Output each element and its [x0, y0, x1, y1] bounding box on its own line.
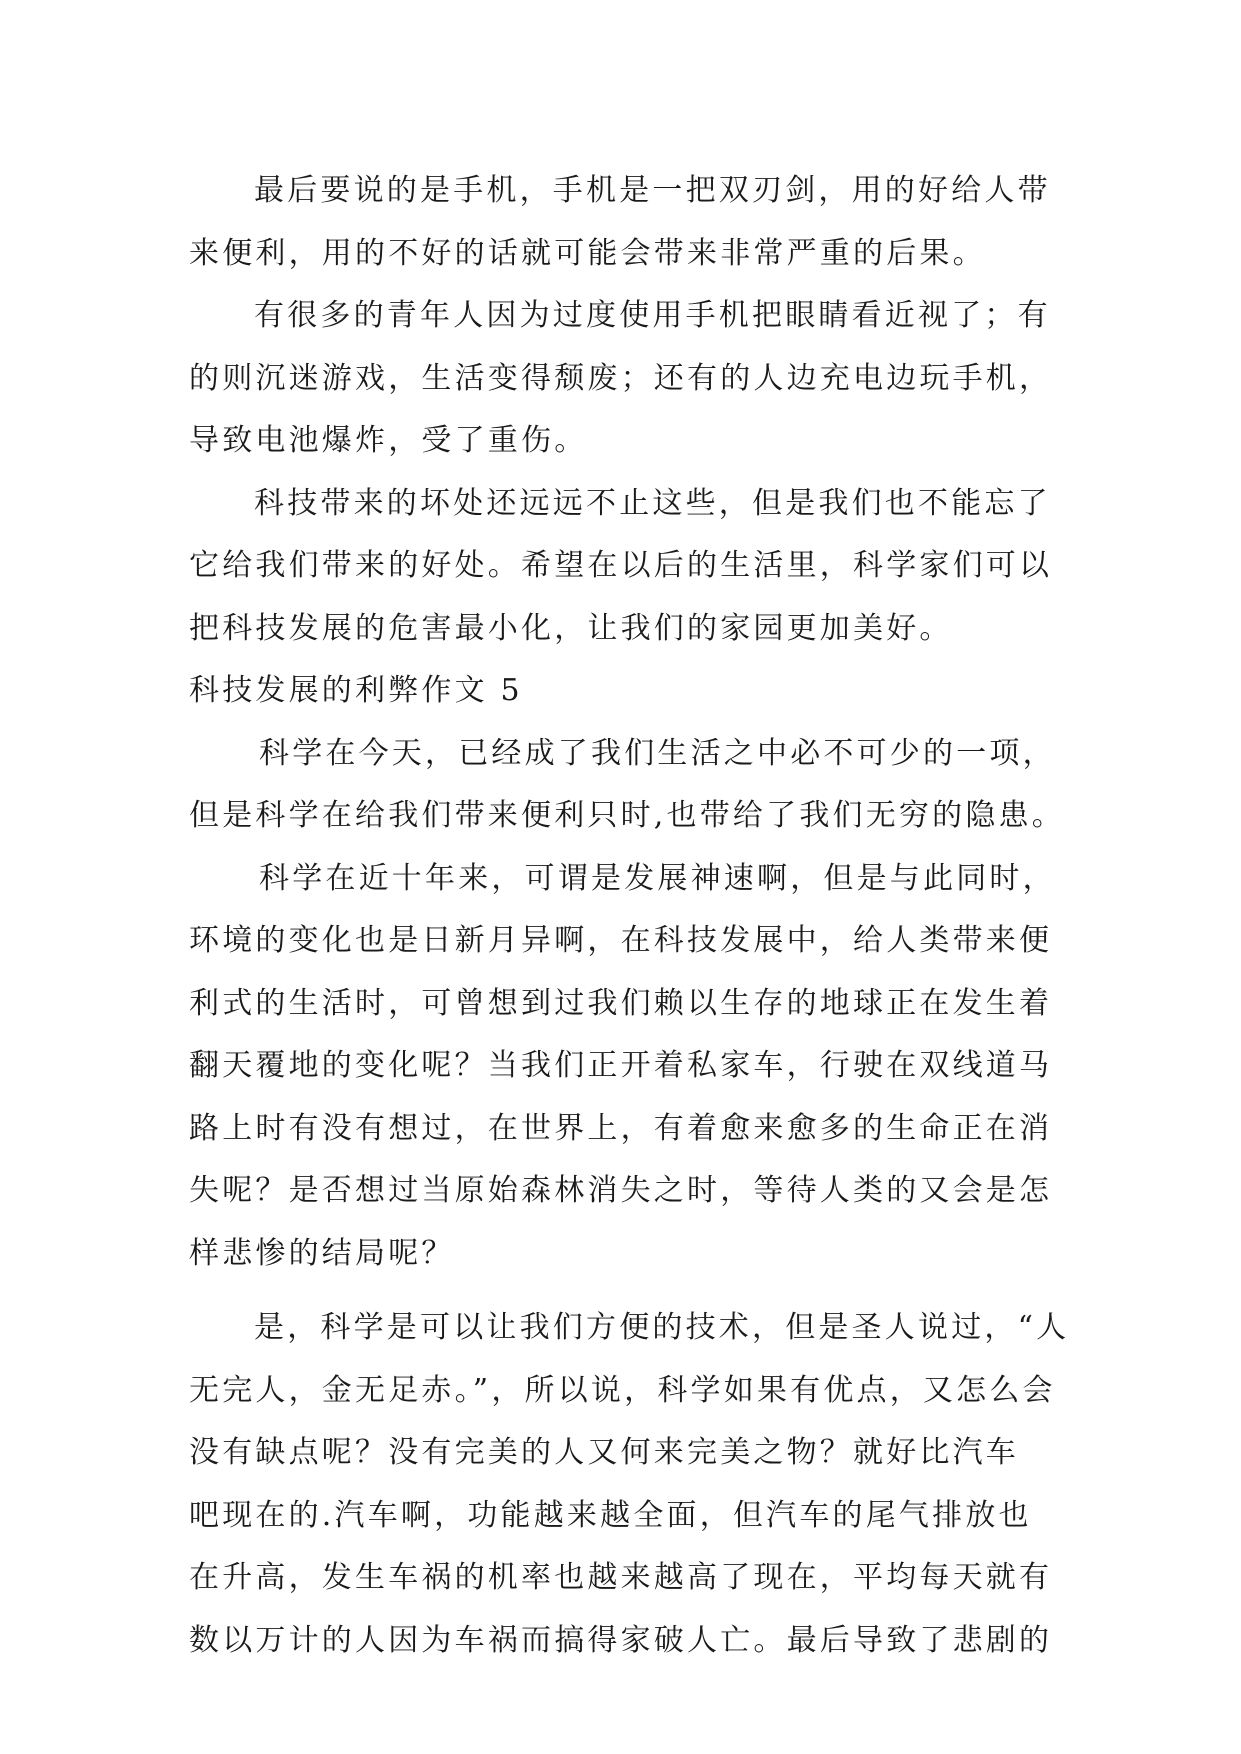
paragraph-line: 环境的变化也是日新月异啊，在科技发展中，给人类带来便 — [189, 923, 1053, 958]
paragraph-line: 是，科学是可以让我们方便的技术，但是圣人说过，“人 — [254, 1310, 1070, 1345]
paragraph-line: 利式的生活时，可曾想到过我们赖以生存的地球正在发生着 — [189, 985, 1053, 1021]
paragraph-line: 它给我们带来的好处。希望在以后的生活里，科学家们可以 — [189, 548, 1053, 583]
paragraph-line: 失呢？是否想过当原始森林消失之时，等待人类的又会是怎 — [189, 1173, 1053, 1208]
paragraph-line: 的则沉迷游戏，生活变得颓废；还有的人边充电边玩手机， — [189, 360, 1053, 396]
document-body — [189, 160, 1069, 1672]
paragraph-spacer — [189, 1285, 1069, 1297]
paragraph-line: 科学在近十年来，可谓是发展神速啊，但是与此同时， — [259, 860, 1056, 896]
paragraph-line: 翻天覆地的变化呢？当我们正开着私家车，行驶在双线道马 — [189, 1048, 1053, 1083]
paragraph-line: 无完人，金无足赤。”，所以说，科学如果有优点，又怎么会 — [189, 1372, 1056, 1408]
paragraph-line: 有很多的青年人因为过度使用手机把眼睛看近视了；有 — [254, 298, 1051, 333]
paragraph-line: 来便利，用的不好的话就可能会带来非常严重的后果。 — [189, 235, 986, 271]
paragraph-line: 路上时有没有想过，在世界上，有着愈来愈多的生命正在消 — [189, 1110, 1053, 1146]
paragraph-line: 在升高，发生车祸的机率也越来越高了现在，平均每天就有 — [189, 1560, 1053, 1595]
paragraph-line: 样悲惨的结局呢？ — [189, 1235, 455, 1271]
paragraph-line: 最后要说的是手机，手机是一把双刃剑，用的好给人带 — [254, 173, 1051, 208]
paragraph-line: 吧现在的.汽车啊，功能越来越全面，但汽车的尾气排放也 — [189, 1497, 1032, 1533]
paragraph-line: 把科技发展的危害最小化，让我们的家园更加美好。 — [189, 610, 953, 646]
paragraph-line: 科技带来的坏处还远远不止这些，但是我们也不能忘了 — [254, 485, 1051, 521]
paragraph-line: 没有缺点呢？没有完美的人又何来完美之物？就好比汽车 — [189, 1435, 1019, 1470]
paragraph-line: 导致电池爆炸，受了重伤。 — [189, 423, 588, 458]
paragraph-line: 科学在今天，已经成了我们生活之中必不可少的一项， — [259, 735, 1056, 771]
section-heading: 科技发展的利弊作文 5 — [189, 673, 523, 708]
paragraph-line: 但是科学在给我们带来便利只时,也带给了我们无穷的隐患。 — [189, 798, 1065, 833]
paragraph-line: 数以万计的人因为车祸而搞得家破人亡。最后导致了悲剧的 — [189, 1622, 1053, 1658]
